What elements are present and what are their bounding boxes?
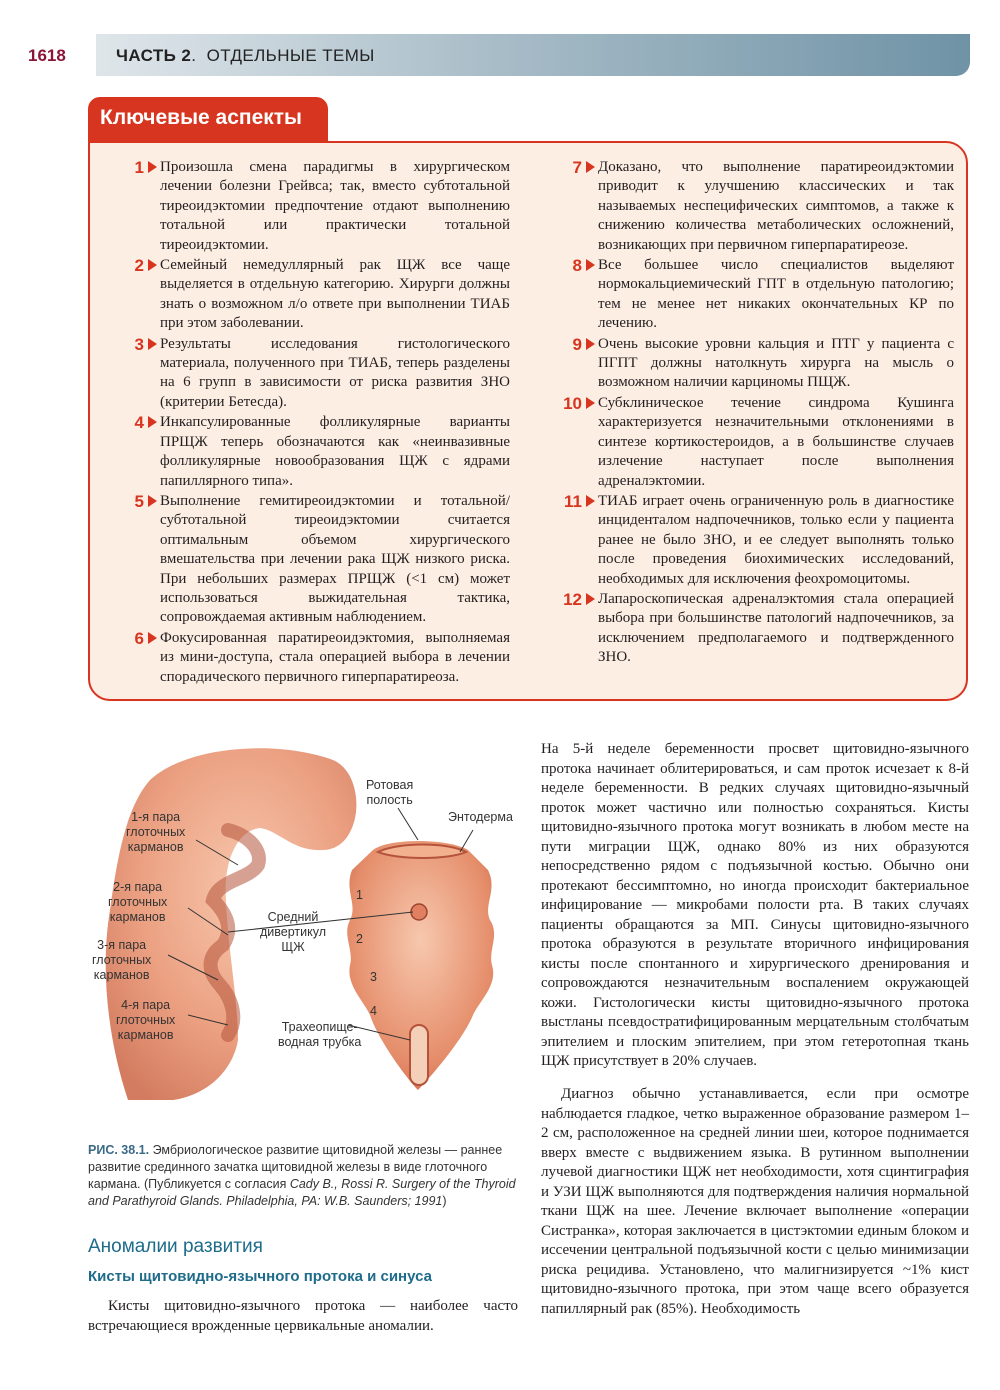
label-mouth: Ротовая полость (366, 778, 414, 807)
key-aspect-number: 11 (564, 491, 582, 511)
figure-caption-source: Cady B., Rossi R. Surgery of the Thyroid and Parathyroid Glands. Philadelphia, PA: W.B. Saunders; 1991 (88, 1177, 516, 1208)
leader-line-endoderm (460, 830, 473, 852)
triangle-arrow-icon (148, 632, 157, 644)
key-aspect-6 (134, 628, 510, 687)
figure-caption (88, 1142, 520, 1210)
subsection-heading: Кисты щитовидно-язычного протока и синуса (88, 1268, 432, 1285)
part-title: ОТДЕЛЬНЫЕ ТЕМЫ (206, 46, 375, 65)
triangle-arrow-icon (148, 259, 157, 271)
key-aspect-1 (134, 158, 510, 255)
key-aspect-number: 4 (134, 413, 144, 433)
triangle-arrow-icon (148, 338, 157, 350)
label-arch-3: 3 (370, 970, 377, 984)
key-aspect-text: Очень высокие уровни кальция и ПТГ у пациента с ПГПТ должны натолкнуть хирурга на мысль о возможном наличии карциномы ПЩЖ. (598, 335, 954, 391)
running-title: ЧАСТЬ 2. ОТДЕЛЬНЫЕ ТЕМЫ (116, 46, 375, 65)
key-aspect-3 (134, 334, 510, 413)
key-aspect-4 (134, 413, 510, 491)
key-aspect-text: Доказано, что выполнение паратиреоидэктомии приводит к улучшению классических и так называемых неспецифических симптомов, а также к снижению количества метаболических осложнений, возникающих при первичном гиперпаратиреозе. (598, 159, 954, 253)
label-arch-1: 1 (356, 888, 363, 902)
page-number: 1618 (28, 46, 66, 65)
key-aspect-number: 2 (134, 256, 144, 276)
key-aspect-text: Инкапсулированные фолликулярные варианты ПРЩЖ теперь обозначаются как «неинвазивные фолликулярные новообразования ЩЖ с ядрами папиллярного типа». (160, 414, 510, 489)
label-pouch-3: 3-я пара глоточных карманов (92, 938, 152, 982)
triangle-arrow-icon (586, 161, 595, 173)
key-aspect-number: 6 (134, 628, 144, 648)
label-trachea: Трахеопище- водная трубка (278, 1020, 362, 1049)
triangle-arrow-icon (586, 338, 595, 350)
label-arch-4: 4 (370, 1004, 377, 1018)
key-aspect-text: ТИАБ играет очень ограниченную роль в диагностике инциденталом надпочечников, только если у пациента ранее не было ЗНО, и ее следует выполнять только после проведения биохимических исследований, необходимых для исключения феохромоцитомы. (598, 492, 954, 587)
section-heading: Аномалии развития (88, 1236, 263, 1257)
key-aspect-text: Фокусированная паратиреоидэктомия, выполняемая из мини-доступа, стала операцией выбора в лечении спорадического первичного гиперпаратиреоза. (160, 629, 510, 685)
triangle-arrow-icon (148, 161, 157, 173)
triangle-arrow-icon (148, 495, 157, 507)
key-aspect-8 (572, 256, 954, 334)
key-aspect-text: Субклиническое течение синдрома Кушинга характеризуется незначительными отклонениями в синтезе кортикостероидов, а в большинстве случаев излечение наступает после выполнения адреналэктомии. (598, 394, 954, 489)
key-aspects-left-column (134, 158, 510, 688)
right-paragraph-2: Диагноз обычно устанавливается, если при осмотре наблюдается гладкое, четко выраженное образование размером 1–2 см, расположенное на средней линии шеи, которое поднимается вверх вместе с выдвижением языка. В рутинном выполнении лучевой диагностики ЩЖ нет необходимости, хотя сцинтиграфия и УЗИ ЩЖ выполняются для подтверждения наличия нормальной ткани ЩЖ на шее. Лечение включает выполнение «операции Систранка», которая заключается в цистэктомии единым блоком и иссечении центральной подъязычной кости с целью минимизации риска рецидива. Установлено, что малигнизируется ~1% кист щитовидно-язычного протока, при этом чаще всего образуется папиллярный рак (85%). Необходимость (541, 1086, 969, 1317)
pharynx-mouth (378, 845, 466, 859)
key-aspect-text: Семейный немедуллярный рак ЩЖ все чаще выделяется в отдельную категорию. Хирурги должны знать о возможном л/о ответе при выполнении ТИАБ при этом заболевании. (160, 257, 510, 332)
key-aspect-11 (564, 491, 954, 589)
key-aspect-2 (134, 256, 510, 334)
page-header (0, 0, 1000, 80)
key-aspect-number: 8 (572, 256, 582, 276)
label-pouch-4: 4-я пара глоточных карманов (116, 998, 176, 1042)
key-aspect-number: 5 (134, 491, 144, 511)
embryology-figure (88, 740, 518, 1100)
key-aspect-text: Произошла смена парадигмы в хирургическом лечении болезни Грейвса; так, вместо субтотальной тиреоидэктомии предпочтение отдают выполнению тотальной или практически тотальной тиреоидэктомии. (160, 159, 510, 253)
key-aspect-5 (134, 491, 510, 628)
key-aspect-number: 10 (563, 393, 582, 413)
key-aspect-text: Результаты исследования гистологического материала, полученного при ТИАБ, теперь разделены на 6 групп в зависимости от риска развития ЗНО (критерии Бетесда). (160, 335, 510, 410)
label-diverticulum: Средний дивертикул ЩЖ (260, 910, 326, 954)
key-aspect-7 (572, 158, 954, 255)
key-aspect-number: 1 (134, 158, 144, 177)
label-pouch-1: 1-я пара глоточных карманов (126, 810, 186, 854)
leader-line-mouth (398, 808, 418, 840)
right-paragraph-1: На 5-й неделе беременности просвет щитовидно-язычного протока начинает облитерироваться, и сам проток исчезает к 8-й неделе беременности. В редких случаях щитовидно-язычный проток может частично или полностью сохраняться. Кисты щитовидно-язычного протока могут возникать в любом месте на пути миграции ЩЖ, однако 80% из них образуются непосредственно рядом с подъязычной костью. Обычно они протекают бессимптомно, но иногда происходит бактериальное инфицирование — микробами полости рта. В таких случаях пациенты обращаются за МП. Синусы щитовидно-язычного протока образуются в результате вторичного инфицирования кисты после спонтанного и хирургического дренирования и сопровождаются незначительным воспалением окружающей кожи. Гистологически кисты щитовидно-язычного протока выстланы псевдостратифицированным мерцательным столбчатым эпителием и плоским эпителием, при этом гетеротопная ткань ЩЖ присутствует в 20% случаев. (541, 741, 969, 1069)
key-aspect-number: 12 (563, 589, 582, 609)
key-aspect-number: 7 (572, 158, 582, 177)
label-arch-2: 2 (356, 932, 363, 946)
figure-caption-end: ) (442, 1194, 447, 1208)
key-aspect-number: 9 (572, 334, 582, 354)
figure-caption-label: РИС. 38.1. (88, 1143, 150, 1157)
figure-caption-text: Эмбриологическое развитие щитовидной железы — раннее развитие срединного зачатка щитовидной железы в виде глоточного кармана. (Публикуется с согласия (88, 1143, 503, 1191)
key-aspect-10 (563, 393, 954, 491)
key-aspect-text: Все большее число специалистов выделяют нормокальциемический ГПТ в отдельную патологию; тем не менее нет никаких окончательных КР по лечению. (598, 257, 954, 332)
key-aspect-number: 3 (134, 334, 144, 354)
label-endoderm: Энтодерма (448, 810, 513, 824)
triangle-arrow-icon (586, 397, 595, 409)
trachea-tube (410, 1025, 428, 1085)
triangle-arrow-icon (586, 259, 595, 271)
key-aspect-12 (563, 589, 954, 668)
key-aspect-9 (572, 334, 954, 393)
key-aspect-text: Выполнение гемитиреоидэктомии и тотальной/субтотальной тиреоидэктомии считается оптимальным объемом хирургического вмешательства при лечении рака ЩЖ низкого риска. При небольших размерах ПРЩЖ (<1 см) может использоваться выжидательная тактика, сопровождаемая активным наблюдением. (160, 492, 510, 626)
key-aspects-title: Ключевые аспекты (100, 106, 302, 129)
key-aspects-right-column (563, 158, 954, 669)
triangle-arrow-icon (586, 593, 595, 605)
key-aspect-text: Лапароскопическая адреналэктомия стала операцией выбора при большинстве патологий надпочечников, за исключением предполагаемого и подтвержденного ЗНО. (598, 590, 954, 666)
triangle-arrow-icon (586, 495, 595, 507)
triangle-arrow-icon (148, 416, 157, 428)
left-body-paragraph: Кисты щитовидно-язычного протока — наиболее часто встречающиеся врожденные цервикальные аномалии. (88, 1298, 518, 1334)
label-pouch-2: 2-я пара глоточных карманов (108, 880, 168, 924)
part-label: ЧАСТЬ 2 (116, 46, 192, 65)
thyroid-diverticulum (411, 904, 427, 920)
